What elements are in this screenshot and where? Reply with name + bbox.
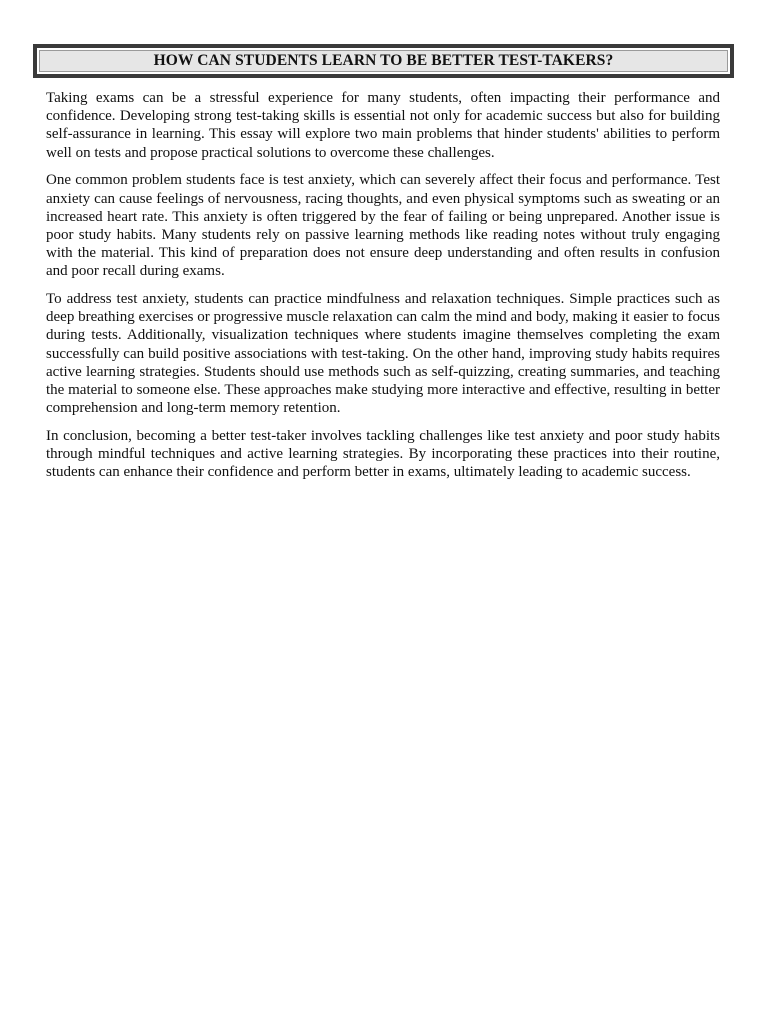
paragraph-solutions: To address test anxiety, students can practice mindfulness and relaxation techniques. Simple practices such as deep breathing exercises or progressive muscle relaxation can calm the mind and body, making it easier to focus during tests. Additionally, visualization techniques where students imagine themselves completing the exam successfully can build positive associations with test-taking. On the other hand, improving study habits requires active learning strategies. Students should use methods such as self-quizzing, creating summaries, and teaching the material to someone else. These approaches make studying more interactive and effective, resulting in better comprehension and long-term memory retention. <box>46 291 720 417</box>
paragraph-introduction: Taking exams can be a stressful experience for many students, often impacting their performance and confidence. Developing strong test-taking skills is essential not only for academic success but also for building self-assurance in learning. This essay will explore two main problems that hinder students' abilities to perform well on tests and propose practical solutions to overcome these challenges. <box>46 90 720 161</box>
essay-body <box>46 89 720 491</box>
paragraph-problems: One common problem students face is test anxiety, which can severely affect their focus and performance. Test anxiety can cause feelings of nervousness, racing thoughts, and even physical symptoms such as sweating or an increased heart rate. This anxiety is often triggered by the fear of failing or being unprepared. Another issue is poor study habits. Many students rely on passive learning methods like reading notes without truly engaging with the material. This kind of preparation does not ensure deep understanding and often results in confusion and poor recall during exams. <box>46 172 720 280</box>
title-banner <box>39 50 728 72</box>
paragraph-conclusion: In conclusion, becoming a better test-taker involves tackling challenges like test anxiety and poor study habits through mindful techniques and active learning strategies. By incorporating these practices into their routine, students can enhance their confidence and perform better in exams, ultimately leading to academic success. <box>46 427 720 481</box>
document-title: HOW CAN STUDENTS LEARN TO BE BETTER TEST-TAKERS? <box>153 52 614 69</box>
title-box <box>33 44 734 78</box>
